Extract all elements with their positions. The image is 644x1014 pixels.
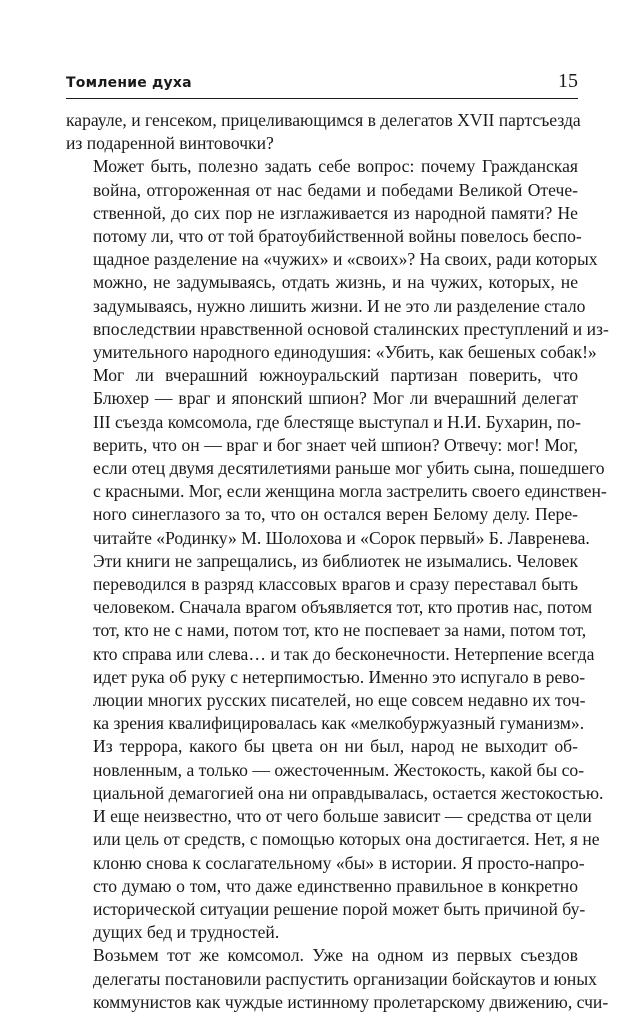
text-line: война, отгороженная от нас бедами и победами Великой Отече-	[93, 179, 578, 200]
text-line: тот, кто не с нами, потом тот, кто не поспевает за нами, потом тот,	[93, 620, 587, 641]
text-line: умительного народного единодушия: «Убить, как бешеных собак!»	[93, 342, 597, 363]
text-line: или цель от средств, с помощью которых она достигается. Нет, я не	[93, 829, 600, 850]
page-number: 15	[558, 70, 578, 92]
paragraph	[66, 944, 609, 1014]
text-line: циальной демагогией она ни оправдывалась, остается жестокостью.	[93, 782, 604, 803]
text-line: карауле, и генсеком, прицеливающимся в делегатов XVII партсъезда	[66, 110, 581, 130]
text-line: III съезда комсомола, где блестяще выступал и Н.И. Бухарин, по-	[93, 411, 581, 432]
text-line: кто справа или слева… и так до бесконечности. Нетерпение всегда	[93, 643, 595, 664]
book-page	[66, 64, 609, 1014]
text-line: И еще неизвестно, что от чего больше зависит — средства от цели	[93, 806, 592, 827]
paragraph	[66, 364, 607, 735]
body-text	[66, 109, 609, 1014]
text-line: Из террора, какого бы цвета он ни был, народ не выходит об-	[93, 736, 578, 757]
text-line: можно, не задумываясь, отдать жизнь, и на чужих, которых, не	[93, 272, 578, 293]
text-line: верить, что он — враг и бог знает чей шпион? Отвечу: мог! Мог,	[93, 434, 578, 455]
running-header	[66, 64, 578, 94]
text-line: читайте «Родинку» М. Шолохова и «Сорок первый» Б. Лавренева.	[93, 527, 590, 548]
text-line: Возьмем тот же комсомол. Уже на одном из первых съездов	[93, 945, 578, 966]
text-line: клоню снова к сослагательному «бы» в истории. Я просто-напро-	[93, 852, 585, 873]
text-line: исторической ситуации решение порой может быть причиной бу-	[93, 898, 586, 919]
text-line: ка зрения квалифицировалась как «мелкобуржуазный гуманизм».	[93, 713, 585, 734]
chapter-title: Томление духа	[66, 75, 192, 91]
text-line: из подаренной винтовочки?	[66, 133, 274, 154]
text-line: человеком. Сначала врагом объявляется тот, кто против нас, потом	[93, 597, 593, 618]
text-line: ного синеглазого за то, что он остался верен Белому делу. Пере-	[93, 504, 578, 525]
text-line: дущих бед и трудностей.	[93, 922, 280, 943]
text-line: щадное разделение на «чужих» и «своих»? На своих, ради которых	[93, 249, 598, 270]
text-line: потому ли, что от той братоубийственной войны повелось беспо-	[93, 226, 582, 247]
header-rule	[66, 98, 578, 99]
text-line: задумываясь, нужно лишить жизни. И не это ли разделение стало	[93, 295, 586, 316]
text-line: коммунистов как чуждые истинному пролетарскому движению, счи-	[93, 991, 609, 1012]
text-line: Может быть, полезно задать себе вопрос: почему Гражданская	[93, 156, 578, 177]
paragraph	[66, 155, 609, 364]
text-line: идет рука об руку с нетерпимостью. Именно это испугало в рево-	[93, 666, 586, 687]
text-line: переводился в разряд классовых врагов и сразу переставал быть	[93, 574, 578, 595]
text-line: делегаты постановили распустить организации бойскаутов и юных	[93, 968, 597, 989]
text-line: Мог ли вчерашний южноуральский партизан поверить, что	[93, 365, 578, 386]
text-line: впоследствии нравственной основой сталинских преступлений и из-	[93, 318, 609, 339]
text-line: ственной, до сих пор не изглаживается из народной памяти? Не	[93, 202, 578, 223]
paragraph	[66, 735, 604, 944]
paragraph	[66, 109, 581, 155]
text-line: Эти книги не запрещались, из библиотек не изымались. Человек	[93, 550, 578, 571]
text-line: с красными. Мог, если женщина могла застрелить своего единствен-	[93, 481, 607, 502]
text-line: сто думаю о том, что даже единственно правильное в конкретно	[93, 875, 578, 896]
text-line: люции многих русских писателей, но еще совсем недавно их точ-	[93, 690, 586, 711]
text-line: новленным, а только — ожесточенным. Жестокость, какой бы со-	[93, 759, 585, 780]
text-line: Блюхер — враг и японский шпион? Мог ли вчерашний делегат	[93, 388, 578, 409]
text-line: если отец двумя десятилетиями раньше мог убить сына, пошедшего	[93, 458, 605, 479]
